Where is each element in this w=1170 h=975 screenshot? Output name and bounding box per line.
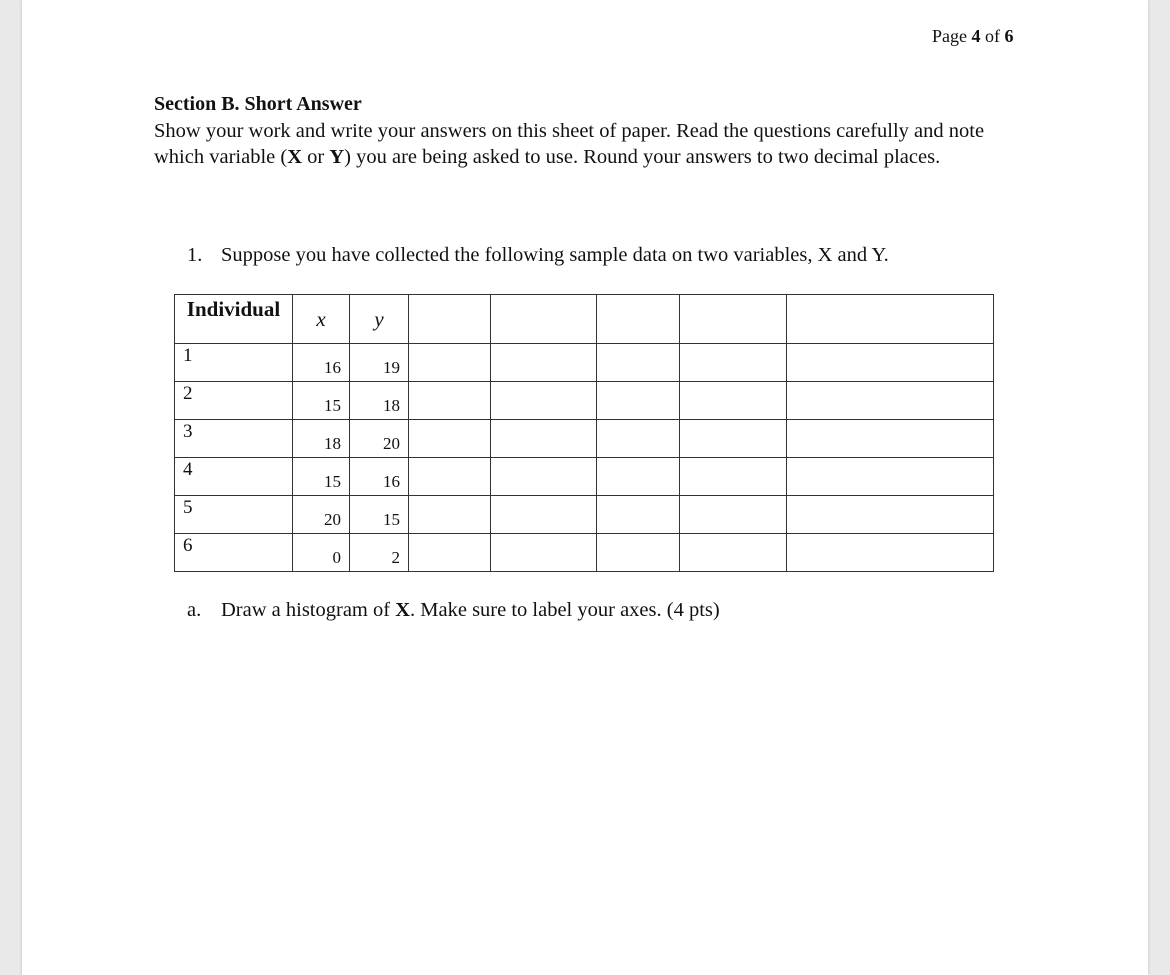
header-individual: Individual <box>175 295 293 344</box>
y-cell <box>350 382 409 420</box>
question-1a-var: X <box>395 599 411 621</box>
page-total: 6 <box>1004 26 1014 46</box>
x-value: 20 <box>324 510 341 529</box>
y-cell <box>350 420 409 458</box>
empty-header-cell <box>597 295 680 344</box>
question-1 <box>187 244 889 267</box>
empty-cell <box>409 534 491 572</box>
individual-value: 5 <box>183 497 193 518</box>
empty-cell <box>491 458 597 496</box>
x-cell <box>293 382 350 420</box>
instructions-y-var: Y <box>329 146 345 168</box>
individual-cell <box>175 382 293 420</box>
empty-cell <box>409 496 491 534</box>
question-1a <box>187 599 720 622</box>
table-row <box>175 382 994 420</box>
individual-value: 2 <box>183 383 193 404</box>
table-header-row <box>175 295 994 344</box>
empty-cell <box>787 420 994 458</box>
individual-cell <box>175 496 293 534</box>
empty-cell <box>597 344 680 382</box>
y-value: 15 <box>383 510 400 529</box>
table-row <box>175 496 994 534</box>
empty-cell <box>597 534 680 572</box>
page-label: Page <box>932 26 967 46</box>
question-1a-text-after: . Make sure to label your axes. (4 pts) <box>410 599 720 621</box>
table-row <box>175 458 994 496</box>
question-1-text: Suppose you have collected the following sample data on two variables, X and Y. <box>221 244 889 266</box>
empty-cell <box>491 534 597 572</box>
individual-cell <box>175 534 293 572</box>
y-cell <box>350 534 409 572</box>
empty-cell <box>680 458 787 496</box>
x-cell <box>293 534 350 572</box>
empty-cell <box>597 420 680 458</box>
empty-cell <box>787 496 994 534</box>
empty-cell <box>787 344 994 382</box>
empty-cell <box>491 344 597 382</box>
empty-cell <box>787 534 994 572</box>
page-of: of <box>985 26 1000 46</box>
table-row <box>175 534 994 572</box>
empty-cell <box>491 382 597 420</box>
sample-data-table <box>174 294 994 572</box>
page-current: 4 <box>971 26 981 46</box>
empty-cell <box>409 420 491 458</box>
empty-cell <box>409 458 491 496</box>
y-value: 20 <box>383 434 400 453</box>
empty-cell <box>787 458 994 496</box>
instructions-or: or <box>302 146 330 168</box>
empty-header-cell <box>680 295 787 344</box>
header-x: x <box>293 295 350 344</box>
empty-cell <box>409 382 491 420</box>
table-row <box>175 420 994 458</box>
x-value: 16 <box>324 358 341 377</box>
empty-header-cell <box>409 295 491 344</box>
empty-cell <box>680 344 787 382</box>
empty-header-cell <box>491 295 597 344</box>
header-y: y <box>350 295 409 344</box>
x-value: 15 <box>324 396 341 415</box>
empty-cell <box>597 458 680 496</box>
x-value: 15 <box>324 472 341 491</box>
section-title: Section B. Short Answer <box>154 93 362 115</box>
individual-value: 4 <box>183 459 193 480</box>
x-cell <box>293 458 350 496</box>
individual-cell <box>175 344 293 382</box>
page-number <box>932 26 1014 47</box>
question-1a-letter: a. <box>187 599 202 621</box>
document-page <box>22 0 1148 975</box>
individual-value: 6 <box>183 535 193 556</box>
empty-header-cell <box>787 295 994 344</box>
individual-cell <box>175 420 293 458</box>
empty-cell <box>409 344 491 382</box>
question-1-number: 1. <box>187 244 203 266</box>
y-cell <box>350 344 409 382</box>
empty-cell <box>680 382 787 420</box>
individual-value: 1 <box>183 345 193 366</box>
table-row <box>175 344 994 382</box>
y-value: 16 <box>383 472 400 491</box>
y-cell <box>350 496 409 534</box>
instructions-x-var: X <box>287 146 303 168</box>
y-value: 19 <box>383 358 400 377</box>
section-instructions <box>154 118 1014 170</box>
empty-cell <box>787 382 994 420</box>
empty-cell <box>680 420 787 458</box>
y-value: 18 <box>383 396 400 415</box>
individual-cell <box>175 458 293 496</box>
individual-value: 3 <box>183 421 193 442</box>
empty-cell <box>597 382 680 420</box>
empty-cell <box>491 420 597 458</box>
empty-cell <box>680 534 787 572</box>
x-cell <box>293 344 350 382</box>
empty-cell <box>491 496 597 534</box>
y-value: 2 <box>391 548 400 567</box>
instructions-part1: Show your work and write your answers on this sheet of paper. Read the questions carefully and note which variable ( <box>154 120 985 168</box>
empty-cell <box>597 496 680 534</box>
x-cell <box>293 420 350 458</box>
question-1a-text-before: Draw a histogram of <box>221 599 396 621</box>
instructions-part2: ) you are being asked to use. Round your answers to two decimal places. <box>344 146 941 168</box>
x-value: 0 <box>332 548 341 567</box>
empty-cell <box>680 496 787 534</box>
y-cell <box>350 458 409 496</box>
x-cell <box>293 496 350 534</box>
x-value: 18 <box>324 434 341 453</box>
